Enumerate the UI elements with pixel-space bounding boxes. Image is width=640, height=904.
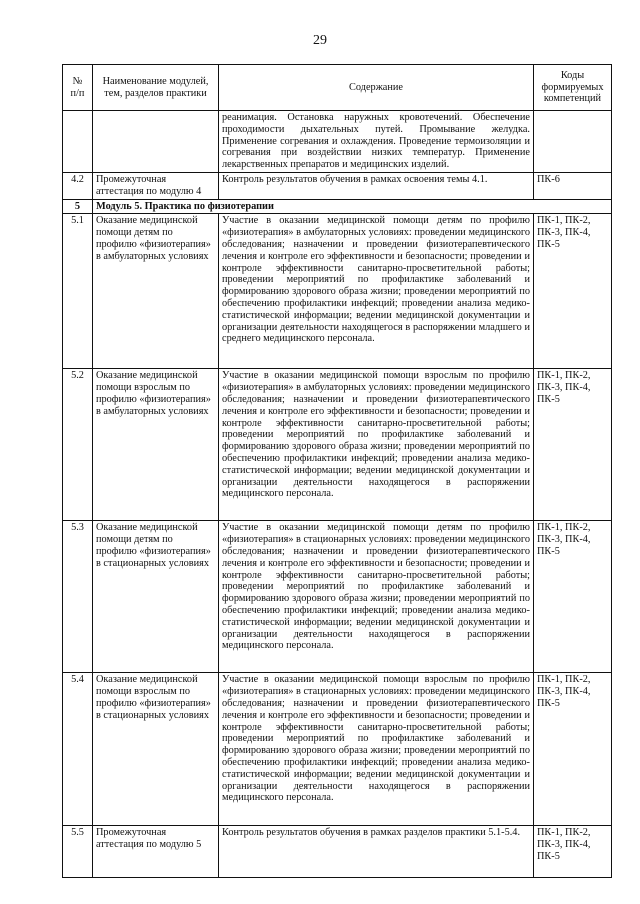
page-number: 29: [313, 33, 327, 48]
section-title: Модуль 5. Практика по физиотерапии: [93, 199, 612, 214]
section-row: [63, 199, 612, 214]
row-content: Контроль результатов обучения в рамках освоения темы 4.1.: [219, 173, 534, 200]
row-name: Промежуточная аттестация по модулю 4: [93, 173, 219, 200]
header-codes: Коды формируемых компетенций: [534, 65, 612, 111]
table-row: [63, 369, 612, 521]
row-num: 5.2: [63, 369, 93, 521]
row-name: Оказание медицинской помощи детям по профилю «физиотерапия» в стационарных условиях: [93, 521, 219, 673]
row-num: [63, 111, 93, 173]
row-content: Участие в оказании медицинской помощи взрослым по профилю «физиотерапия» в амбулаторных условиях: проведении медицинского обследования; назначении и проведении физиотерапевтического лечения и контроле его эффективности и безопасности; проведении и контроле эффективности санитарно-просветительной работы; проведении мероприятий по профилактике заболеваний и формированию здорового образа жизни; проведении мероприятий по обеспечению профилактики инфекций; проведении анализа медико-статистической информации; ведении медицинской документации и организации деятельности находящегося в распоряжении медицинского персонала.: [219, 369, 534, 521]
row-name: Оказание медицинской помощи детям по профилю «физиотерапия» в амбулаторных условиях: [93, 214, 219, 369]
table-row: [63, 673, 612, 826]
row-num: 4.2: [63, 173, 93, 200]
row-codes: ПК-1, ПК-2, ПК-3, ПК-4, ПК-5: [534, 673, 612, 826]
table-row: [63, 214, 612, 369]
row-codes: ПК-1, ПК-2, ПК-3, ПК-4, ПК-5: [534, 521, 612, 673]
row-codes: ПК-1, ПК-2, ПК-3, ПК-4, ПК-5: [534, 214, 612, 369]
row-codes: ПК-1, ПК-2, ПК-3, ПК-4, ПК-5: [534, 369, 612, 521]
table-row: [63, 111, 612, 173]
row-content: реанимация. Остановка наружных кровотечений. Обеспечение проходимости дыхательных путей. Промывание желудка. Применение согревания и охлаждения. Проведение термоизоляции и согревания при воздействии низких температур. Применение лекарственных препаратов и медицинских изделий.: [219, 111, 534, 173]
row-codes: [534, 111, 612, 173]
curriculum-table: [62, 64, 612, 878]
row-codes: ПК-1, ПК-2, ПК-3, ПК-4, ПК-5: [534, 826, 612, 878]
table-row: [63, 521, 612, 673]
header-name: Наименование модулей, тем, разделов практики: [93, 65, 219, 111]
row-name: [93, 111, 219, 173]
row-content: Участие в оказании медицинской помощи взрослым по профилю «физиотерапия» в стационарных условиях: проведении медицинского обследования; назначении и проведении физиотерапевтического лечения и контроле его эффективности и безопасности; проведении и контроле эффективности санитарно-просветительной работы; проведении мероприятий по профилактике заболеваний и формированию здорового образа жизни; проведении мероприятий по обеспечению профилактики инфекций; проведении анализа медико-статистической информации; ведении медицинской документации и организации деятельности находящегося в распоряжении медицинского персонала.: [219, 673, 534, 826]
section-num: 5: [63, 199, 93, 214]
row-num: 5.5: [63, 826, 93, 878]
row-content: Участие в оказании медицинской помощи детям по профилю «физиотерапия» в стационарных условиях: проведении медицинского обследования; назначении и проведении физиотерапевтического лечения и контроле его эффективности и безопасности; проведении и контроле эффективности санитарно-просветительной работы; проведении мероприятий по профилактике заболеваний и формированию здорового образа жизни; проведении мероприятий по обеспечению профилактики инфекций; проведении анализа медико-статистической информации; ведении медицинской документации и организации деятельности находящегося в распоряжении медицинского персонала.: [219, 521, 534, 673]
row-codes: ПК-6: [534, 173, 612, 200]
table-row: [63, 826, 612, 878]
table-header-row: [63, 65, 612, 111]
row-num: 5.3: [63, 521, 93, 673]
row-num: 5.4: [63, 673, 93, 826]
header-content: Содержание: [219, 65, 534, 111]
table-row: [63, 173, 612, 200]
row-name: Оказание медицинской помощи взрослым по профилю «физиотерапия» в стационарных условиях: [93, 673, 219, 826]
row-content: Участие в оказании медицинской помощи детям по профилю «физиотерапия» в амбулаторных условиях: проведении медицинского обследования; назначении и проведении физиотерапевтического лечения и контроле его эффективности и безопасности; проведении и контроле эффективности санитарно-просветительной работы; проведении мероприятий по профилактике заболеваний и формированию здорового образа жизни; проведении мероприятий по обеспечению профилактики инфекций; проведении анализа медико-статистической информации; ведении медицинской документации и организации деятельности находящегося в распоряжении младшего и среднего медицинского персонала.: [219, 214, 534, 369]
row-name: Оказание медицинской помощи взрослым по профилю «физиотерапия» в амбулаторных условиях: [93, 369, 219, 521]
row-content: Контроль результатов обучения в рамках разделов практики 5.1-5.4.: [219, 826, 534, 878]
header-num: № п/п: [63, 65, 93, 111]
row-name: Промежуточная аттестация по модулю 5: [93, 826, 219, 878]
row-num: 5.1: [63, 214, 93, 369]
